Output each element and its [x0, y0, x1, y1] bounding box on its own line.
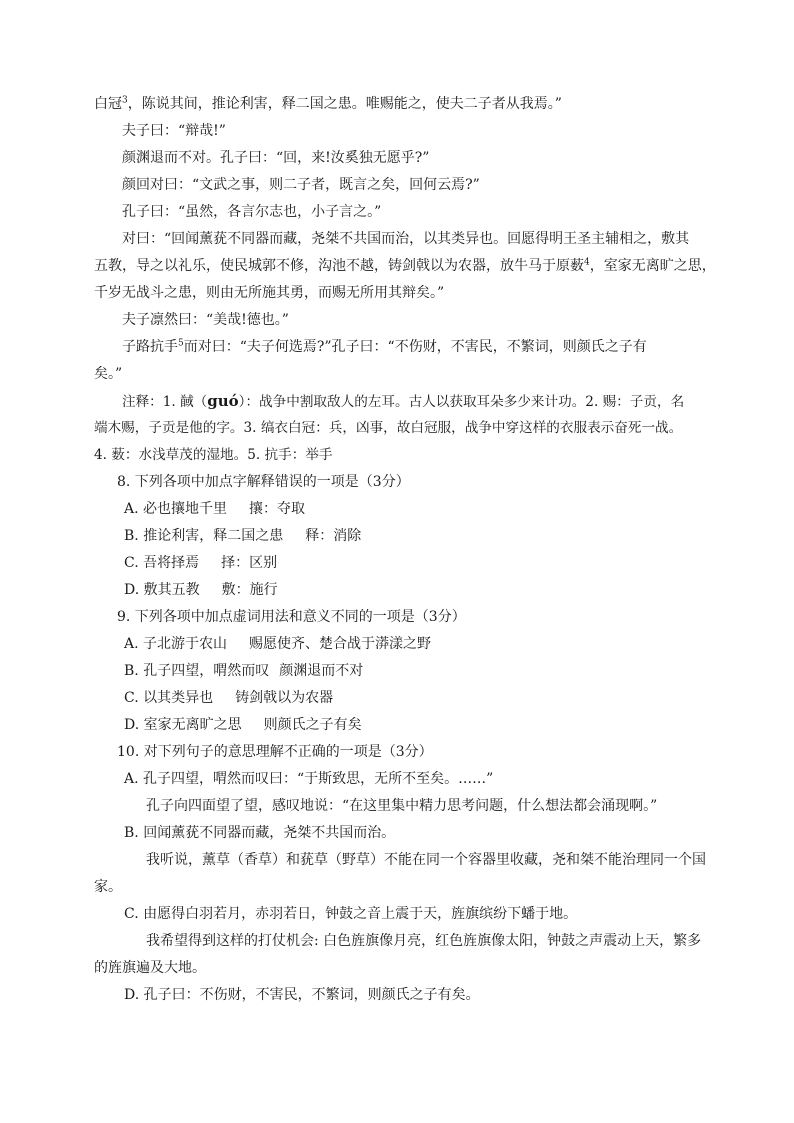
question-8	[94, 469, 700, 604]
option-a[interactable]	[94, 631, 700, 658]
text: 五教，导之以礼乐，使民城郭不修，沟池不越，铸剑戟以为农器，放牛马于原薮	[94, 258, 584, 274]
text: 注释：1. 馘（	[122, 394, 208, 410]
option-c[interactable]: C. 由愿得白羽若月，赤羽若日，钟鼓之音上震于天，旌旗缤纷下蟠于地。	[124, 906, 578, 922]
option-a[interactable]	[94, 496, 700, 523]
option-text: C. 以其类异也	[124, 690, 214, 706]
passage-line: 颜渊退而不对。孔子曰：“回，来!汝奚独无愿乎?”	[122, 150, 430, 166]
option-c[interactable]	[94, 685, 700, 712]
option-text: A. 子北游于农山	[124, 636, 228, 652]
option-d[interactable]: D. 孔子曰：不伤财，不害民，不繁词，则颜氏之子有矣。	[124, 987, 480, 1003]
option-b[interactable]: B. 回闻薰莸不同器而藏，尧桀不共国而治。	[124, 825, 396, 841]
option-gloss: 择：区别	[221, 555, 278, 571]
option-gloss: 释：消除	[305, 528, 362, 544]
option-b[interactable]	[94, 523, 700, 550]
option-c[interactable]	[94, 550, 700, 577]
passage-line	[94, 334, 700, 361]
option-text: B. 推论利害，释二国之患	[124, 528, 284, 544]
option-text: B. 孔子四望，喟然而叹	[124, 663, 270, 679]
option-d[interactable]	[94, 712, 700, 739]
option-pair: 颜渊退而不对	[279, 663, 364, 679]
question-10	[94, 739, 706, 1009]
text: 子路抗手	[122, 339, 178, 355]
footnote-mark: 3	[122, 95, 128, 106]
annotation-line	[94, 388, 700, 415]
question-9	[94, 604, 700, 739]
question-stem: 8. 下列各项中加点字解释错误的一项是（3分）	[117, 474, 410, 490]
annotation-line: 4. 薮：水浅草茂的湿地。5. 抗手：举手	[94, 447, 333, 463]
footnote-mark: 4	[584, 257, 590, 268]
option-b[interactable]	[94, 658, 700, 685]
option-d[interactable]	[94, 577, 700, 604]
option-gloss: 敷：施行	[221, 582, 278, 598]
option-b-translation: 我听说，薰草（香草）和莸草（野草）不能在同一个容器里收藏，尧和桀不能治理同一个国	[146, 852, 706, 868]
passage-line: 夫子凛然曰：“美哉!德也。”	[122, 312, 289, 328]
option-pair: 铸剑戟以为农器	[235, 690, 334, 706]
option-text: D. 敷其五教	[124, 582, 200, 598]
passage-line	[94, 253, 716, 280]
passage-line	[94, 91, 700, 118]
option-gloss: 攘：夺取	[249, 501, 306, 517]
option-a-translation: 孔子向四面望了望，感叹地说：“在这里集中精力思考问题，什么想法都会涌现啊。”	[146, 798, 658, 814]
option-pair: 赐愿使齐、楚合战于漭漾之野	[249, 636, 432, 652]
text: 白冠	[94, 96, 122, 112]
option-text: C. 吾将择焉	[124, 555, 200, 571]
passage-line: 夫子曰：“辩哉!”	[122, 123, 226, 139]
document-page	[94, 91, 716, 1009]
pinyin: guó	[207, 392, 239, 410]
annotation-line: 端木赐，子贡是他的字。3. 缟衣白冠：兵，凶事，故白冠服，战争中穿这样的衣服表示奋死一战。	[94, 420, 683, 436]
option-a[interactable]: A. 孔子四望，喟然而叹曰：“于斯致思，无所不至矣。……”	[124, 771, 494, 787]
passage-line: 颜回对曰：“文武之事，则二子者，既言之矣，回何云焉?”	[122, 177, 480, 193]
option-text: A. 必也攘地千里	[124, 501, 228, 517]
question-stem: 9. 下列各项中加点虚词用法和意义不同的一项是（3分）	[117, 609, 466, 625]
question-stem: 10. 对下列句子的意思理解不正确的一项是（3分）	[117, 744, 433, 760]
footnote-mark: 5	[178, 338, 184, 349]
passage-line: 孔子曰：“虽然，各言尔志也，小子言之。”	[122, 204, 382, 220]
text: ，陈说其间，推论利害，释二国之患。唯赐能之，使夫二子者从我焉。”	[127, 96, 562, 112]
text: ）：战争中割取敌人的左耳。古人以获取耳朵多少来计功。2. 赐：子贡，名	[238, 394, 685, 410]
text: ，室家无离旷之思，	[589, 258, 716, 274]
annotations	[94, 388, 700, 469]
passage-line: 对曰：“回闻薰莸不同器而藏，尧桀不共国而治，以其类异也。回愿得明王圣主辅相之，敷其	[122, 231, 690, 247]
option-c-translation: 我希望得到这样的打仗机会: 白色旌旗像月亮，红色旌旗像太阳，钟鼓之声震动上天，繁多	[146, 933, 702, 949]
passage-line: 千岁无战斗之患，则由无所施其勇，而赐无所用其辩矣。”	[94, 285, 445, 301]
option-pair: 则颜氏之子有矣	[263, 717, 362, 733]
text: 而对曰：“夫子何选焉?”孔子曰：“不伤财，不害民，不繁词，则颜氏之子有	[183, 339, 647, 355]
option-c-translation: 的旌旗遍及大地。	[94, 960, 206, 976]
passage-line: 矣。”	[94, 366, 123, 382]
option-text: D. 室家无离旷之思	[124, 717, 242, 733]
option-b-translation: 家。	[94, 879, 122, 895]
